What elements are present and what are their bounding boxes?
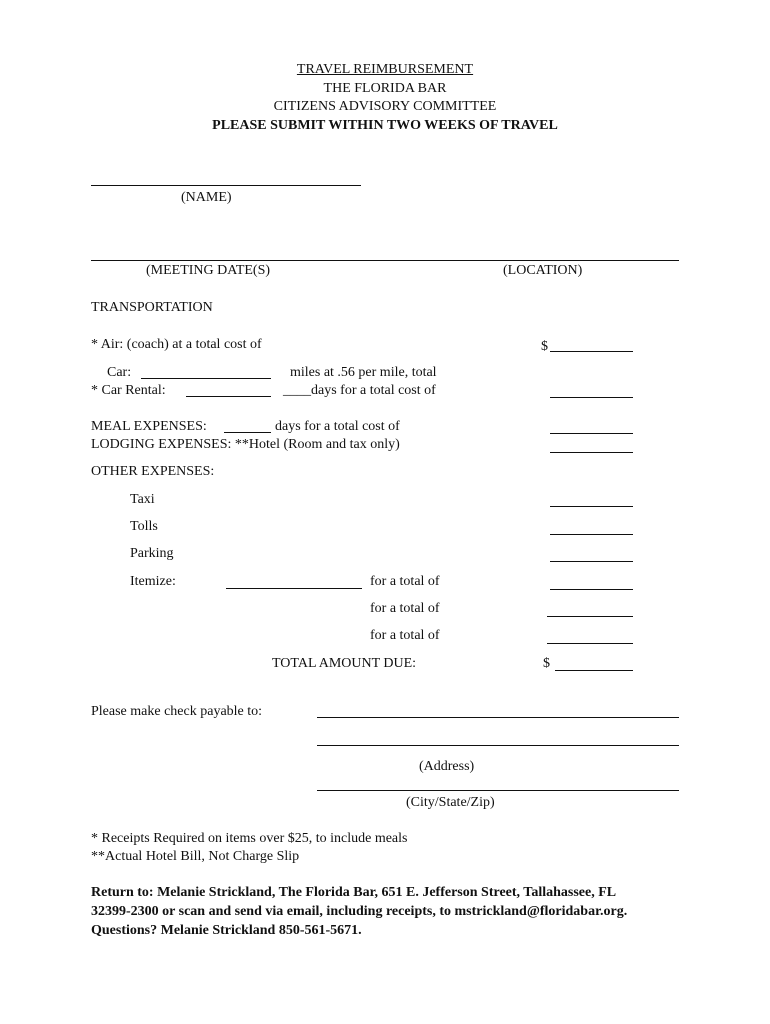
total-amount-line[interactable] — [555, 670, 633, 671]
itemize-amount-line-1[interactable] — [550, 589, 633, 590]
meal-expenses-text: days for a total cost of — [275, 419, 400, 434]
hotel-bill-note: **Actual Hotel Bill, Not Charge Slip — [91, 849, 300, 864]
name-line[interactable] — [91, 185, 361, 186]
location-label: (LOCATION) — [503, 263, 583, 278]
address-label: (Address) — [419, 759, 475, 774]
air-label: * Air: (coach) at a total cost of — [91, 337, 262, 352]
itemize-description-line[interactable] — [226, 588, 362, 589]
itemize-total-label-1: for a total of — [370, 574, 440, 589]
meal-amount-line[interactable] — [550, 433, 633, 434]
parking-amount-line[interactable] — [550, 561, 633, 562]
taxi-label: Taxi — [130, 492, 155, 507]
receipts-note: * Receipts Required on items over $25, to include meals — [91, 831, 408, 846]
lodging-expenses-label: LODGING EXPENSES: **Hotel (Room and tax only) — [91, 437, 400, 452]
payee-city-line[interactable] — [317, 790, 679, 791]
itemize-total-label-3: for a total of — [370, 628, 440, 643]
air-dollar-sign: $ — [541, 339, 548, 354]
itemize-total-label-2: for a total of — [370, 601, 440, 616]
return-to-line: Return to: Melanie Strickland, The Florida Bar, 651 E. Jefferson Street, Tallahassee, FL — [91, 885, 617, 900]
car-rental-amount-line[interactable] — [550, 397, 633, 398]
transportation-heading: TRANSPORTATION — [91, 300, 213, 315]
itemize-amount-line-2[interactable] — [547, 616, 633, 617]
lodging-amount-line[interactable] — [550, 452, 633, 453]
payee-name-line[interactable] — [317, 717, 679, 718]
organization-name: THE FLORIDA BAR — [323, 81, 447, 96]
other-expenses-heading: OTHER EXPENSES: — [91, 464, 215, 479]
payee-address-line[interactable] — [317, 745, 679, 746]
air-amount-line[interactable] — [550, 351, 633, 352]
car-label: Car: — [107, 365, 132, 380]
name-label: (NAME) — [181, 190, 232, 205]
submission-instruction: PLEASE SUBMIT WITHIN TWO WEEKS OF TRAVEL — [212, 118, 558, 133]
return-address-line: 32399-2300 or scan and send via email, including receipts, to mstrickland@floridabar.org. — [91, 904, 628, 919]
total-amount-label: TOTAL AMOUNT DUE: — [272, 656, 417, 671]
car-miles-line[interactable] — [141, 378, 271, 379]
total-dollar-sign: $ — [543, 656, 550, 671]
form-title: TRAVEL REIMBURSEMENT — [296, 62, 474, 77]
itemize-amount-line-3[interactable] — [547, 643, 633, 644]
parking-label: Parking — [130, 546, 174, 561]
meeting-date-label: (MEETING DATE(S) — [146, 263, 271, 278]
tolls-label: Tolls — [130, 519, 158, 534]
taxi-amount-line[interactable] — [550, 506, 633, 507]
city-state-zip-label: (City/State/Zip) — [406, 795, 495, 810]
itemize-label: Itemize: — [130, 574, 176, 589]
car-rental-label: * Car Rental: — [91, 383, 166, 398]
tolls-amount-line[interactable] — [550, 534, 633, 535]
car-rental-text: ____days for a total cost of — [283, 383, 436, 398]
committee-name: CITIZENS ADVISORY COMMITTEE — [273, 99, 497, 114]
car-rental-line[interactable] — [186, 396, 271, 397]
meal-days-line[interactable] — [224, 432, 271, 433]
questions-line: Questions? Melanie Strickland 850-561-5671. — [91, 923, 362, 938]
car-miles-text: miles at .56 per mile, total — [290, 365, 437, 380]
meal-expenses-label: MEAL EXPENSES: — [91, 419, 207, 434]
meeting-location-line[interactable] — [91, 260, 679, 261]
payable-to-label: Please make check payable to: — [91, 704, 263, 719]
